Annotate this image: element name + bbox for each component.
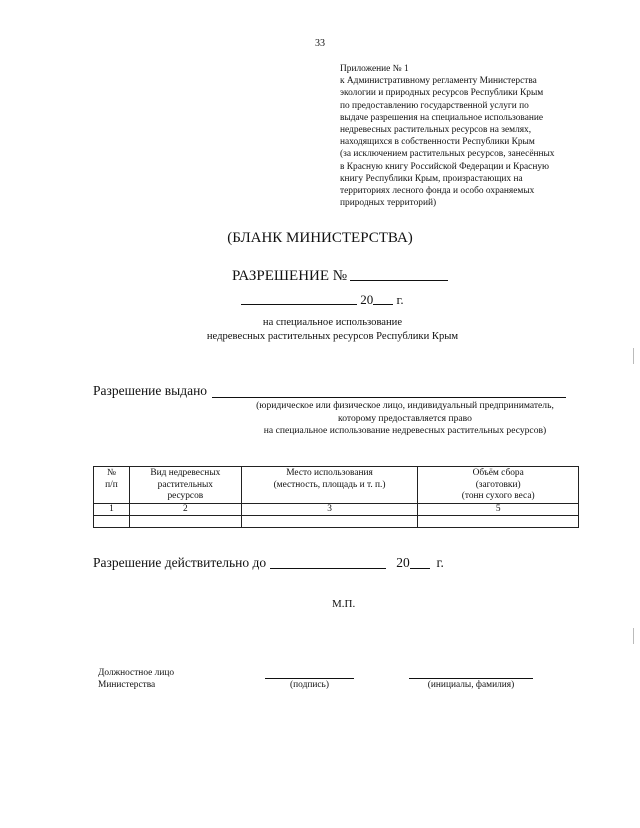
purpose-line: на специальное использование <box>262 317 403 328</box>
table-header-row <box>94 467 579 504</box>
ministry-blank-header: (БЛАНК МИНИСТЕРСТВА) <box>227 230 413 246</box>
resources-table <box>93 466 579 528</box>
appendix-line: недревесных растительных ресурсов на землях, <box>340 125 532 136</box>
table-column-numbers-row <box>94 503 579 516</box>
header-text: (местность, площадь и т. п.) <box>273 479 386 490</box>
appendix-line: в Красную книгу Российской Федерации и Красную <box>340 161 550 172</box>
table-cell[interactable] <box>241 516 418 528</box>
header-text: № <box>106 468 116 478</box>
page-number: 33 <box>315 38 325 49</box>
permit-date <box>241 292 404 308</box>
permit-year-prefix: 20 <box>360 292 374 307</box>
table-cell: 1 <box>94 503 130 516</box>
hint-line: на специальное использование недревесных растительных ресурсов) <box>263 425 547 436</box>
appendix-line: выдаче разрешения на специальное использование <box>340 112 544 123</box>
hint-line: которому предоставляется право <box>338 412 472 424</box>
signature-field[interactable] <box>265 678 354 679</box>
table-cell: 2 <box>129 503 241 516</box>
header-location <box>241 467 418 504</box>
valid-until <box>93 555 444 571</box>
header-text: Место использования <box>286 468 373 478</box>
appendix-note <box>340 63 580 209</box>
scan-edge-mark <box>633 628 634 644</box>
header-text: ресурсов <box>167 491 204 501</box>
official-line: Министерства <box>98 680 156 690</box>
valid-until-label: Разрешение действительно до <box>93 555 267 570</box>
stamp-place: М.П. <box>332 598 356 610</box>
appendix-line: экологии и природных ресурсов Республики Крым <box>340 88 544 99</box>
permit-year-field[interactable] <box>373 292 393 305</box>
name-field[interactable] <box>409 678 533 679</box>
valid-year-suffix: г. <box>436 555 444 570</box>
header-resource-type <box>129 467 241 504</box>
purpose-line: недревесных растительных ресурсов Республики Крым <box>206 331 459 342</box>
appendix-line: Приложение № 1 <box>340 64 409 74</box>
header-text: Вид недревесных <box>150 468 221 478</box>
table-cell: 5 <box>418 503 579 516</box>
official-label <box>98 667 174 691</box>
issued-label: Разрешение выдано <box>93 383 208 398</box>
header-text: п/п <box>105 479 118 490</box>
permit-purpose <box>0 316 640 344</box>
permit-title-text: РАЗРЕШЕНИЕ № <box>232 268 348 284</box>
issued-to-field[interactable] <box>212 397 566 398</box>
name-label: (инициалы, фамилия) <box>427 680 515 690</box>
appendix-line: находящихся в собственности Республики Крым <box>340 137 535 148</box>
appendix-line: по предоставлению государственной услуги по <box>340 100 529 111</box>
table-row <box>94 516 579 528</box>
appendix-line: природных территорий) <box>340 198 437 209</box>
scan-edge-mark <box>633 348 634 364</box>
header-text: (заготовки) <box>475 479 521 490</box>
valid-year-field[interactable] <box>410 555 430 569</box>
permit-number-field[interactable] <box>350 266 448 281</box>
valid-until-date-field[interactable] <box>270 555 386 569</box>
header-text: (тонн сухого веса) <box>461 491 535 501</box>
header-number <box>94 467 130 504</box>
issued-hint <box>240 400 570 438</box>
signature-label: (подпись) <box>290 680 329 690</box>
table-cell: 3 <box>241 503 418 516</box>
header-volume <box>418 467 579 504</box>
hint-line: (юридическое или физическое лицо, индивидуальный предприниматель, <box>256 400 554 411</box>
appendix-line: книгу Республики Крым, произрастающих на <box>340 173 523 184</box>
table-cell[interactable] <box>129 516 241 528</box>
table-cell[interactable] <box>94 516 130 528</box>
permit-year-suffix: г. <box>396 292 404 307</box>
valid-year-prefix: 20 <box>396 555 410 570</box>
appendix-line: к Административному регламенту Министерства <box>340 76 537 87</box>
official-line: Должностное лицо <box>98 668 175 678</box>
appendix-line: (за исключением растительных ресурсов, занесённых <box>340 149 555 160</box>
header-text: растительных <box>157 479 213 490</box>
permit-title <box>232 266 448 285</box>
header-text: Объём сбора <box>472 468 524 478</box>
permit-date-field[interactable] <box>241 292 357 305</box>
table-cell[interactable] <box>418 516 579 528</box>
appendix-line: территориях лесного фонда и особо охраняемых <box>340 186 535 197</box>
